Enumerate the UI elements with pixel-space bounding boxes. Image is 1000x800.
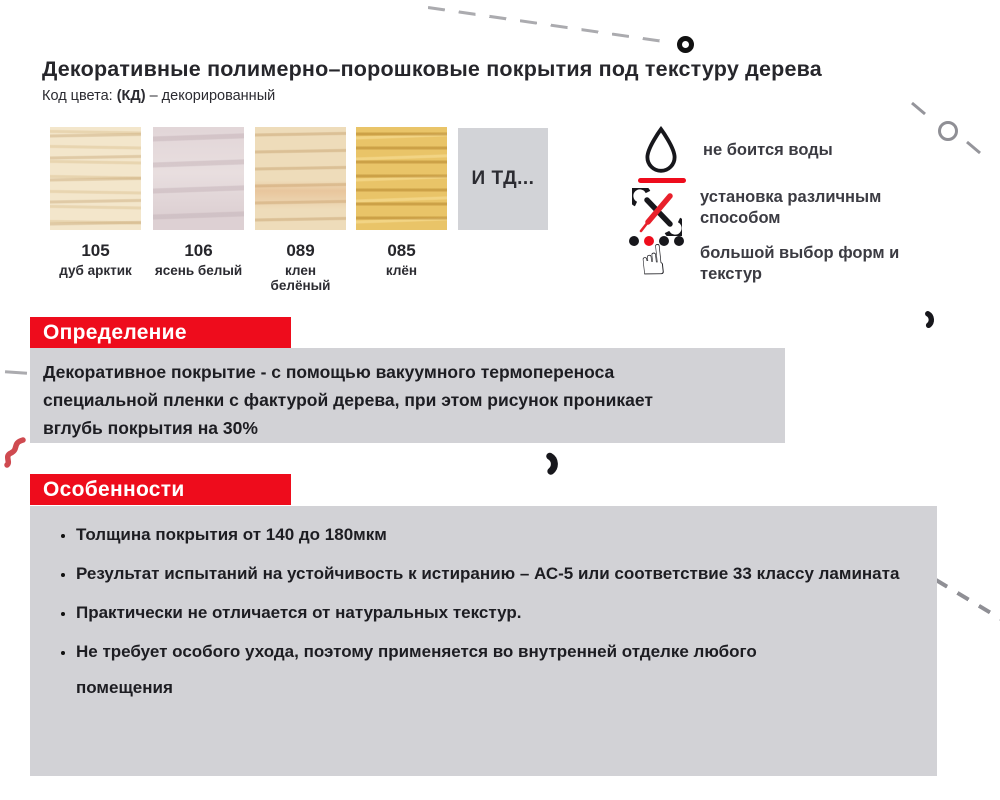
feature-bullet: • Не требует особого ухода, поэтому применяется во внутренней отделке любого помещения — [76, 634, 826, 706]
definition-line: специальной пленки с фактурой дерева, при этом рисунок проникает — [43, 390, 653, 410]
swatch-name: дуб арктик — [59, 263, 132, 278]
feature-label: большой выбор форм и текстур — [700, 244, 900, 283]
swatch-089 — [255, 127, 346, 293]
ring-icon — [938, 121, 958, 141]
swatch-name: ясень белый — [154, 263, 243, 278]
page-title: Декоративные полимерно–порошковые покрытия под текстуру дерева — [42, 57, 822, 81]
subtitle — [42, 88, 275, 104]
dash-icon — [911, 102, 926, 115]
hand-tap-icon: ☝ — [637, 234, 669, 287]
dashed-line-icon — [935, 578, 1000, 630]
color-code: (КД) — [116, 88, 146, 104]
dashed-line-icon — [428, 6, 666, 43]
feature-bullet: • Практически не отличается от натуральных текстур. — [76, 595, 915, 631]
feature-label: не боится воды — [703, 141, 833, 159]
etc-label: И ТД... — [471, 168, 535, 189]
features-panel — [30, 506, 937, 776]
comma-icon — [921, 310, 938, 331]
water-drop-icon — [641, 126, 681, 174]
dash-icon — [5, 370, 27, 375]
definition-header: Определение — [30, 317, 291, 348]
feature-bullet: • Толщина покрытия от 140 до 180мкм — [76, 517, 915, 553]
feature-label: установка различным способом — [700, 188, 882, 227]
swatch-106 — [153, 127, 244, 278]
definition-line: вглубь покрытия на 30% — [43, 418, 258, 438]
swatch-name: клен белёный — [270, 263, 331, 293]
swatch-image — [255, 127, 346, 230]
features-list — [30, 517, 915, 706]
swatch-image — [356, 127, 447, 230]
donut-dot-icon — [677, 36, 694, 53]
swatch-105 — [50, 127, 141, 278]
subtitle-suffix: – декорированный — [145, 88, 276, 104]
etc-box — [458, 128, 548, 230]
tools-icon — [632, 188, 682, 236]
swatch-085 — [356, 127, 447, 278]
swatch-code: 089 — [286, 241, 315, 260]
swatch-code: 105 — [81, 241, 110, 260]
comma-icon — [541, 452, 563, 478]
feature-bullet: • Результат испытаний на устойчивость к истиранию – АС-5 или соответствие 33 классу ламината — [76, 556, 915, 592]
red-squiggle-icon — [2, 436, 29, 469]
definition-line: Декоративное покрытие - с помощью вакуумного термопереноса — [43, 362, 615, 382]
swatch-image — [50, 127, 141, 230]
subtitle-prefix: Код цвета: — [42, 88, 117, 104]
swatch-name: клён — [385, 263, 418, 278]
definition-panel — [30, 348, 785, 443]
swatch-image — [153, 127, 244, 230]
swatch-code: 085 — [387, 241, 416, 260]
dash-icon — [966, 141, 981, 154]
features-header: Особенности — [30, 474, 291, 505]
swatch-code: 106 — [184, 241, 213, 260]
red-underline — [638, 178, 686, 183]
